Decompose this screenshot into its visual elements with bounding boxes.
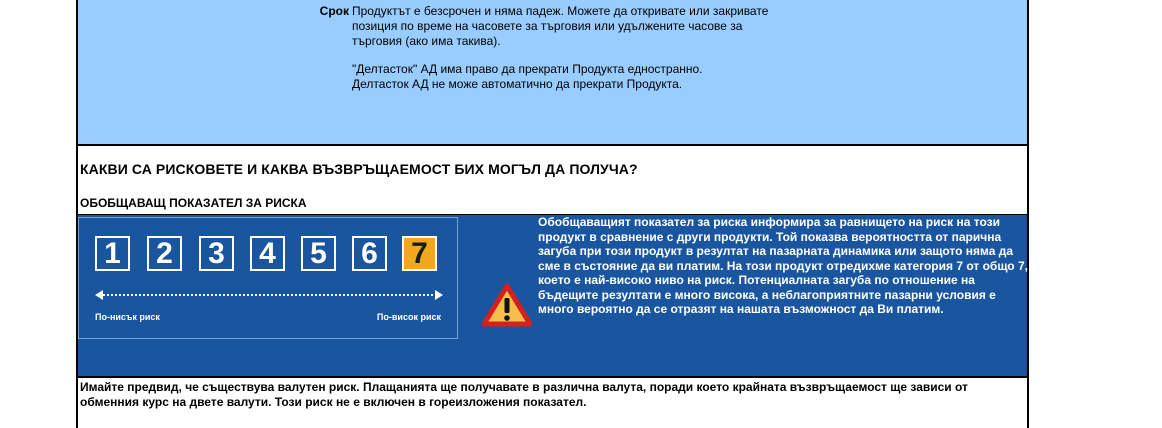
- risk-level-2: 2: [147, 236, 182, 271]
- arrow-right-icon: [435, 290, 443, 300]
- risk-description: Обобщаващият показател за риска информира за равнището на риск на този продукт в сравнение с други продукти. Той показва вероятността от парична загуба при този продукт в резултат на пазарната динамика или защото няма да сме в състояние да ви платим. На този продукт отредихме категория 7 от общо 7, което е най-високо ниво на риск. Потенциалната загуба по отношение на бъдещите резултати е много висока, а неблагоприятните пазарни условия е много вероятно да се отразят на нашата възможност да Ви платим.: [538, 215, 1028, 316]
- higher-risk-label: По-висок риск: [376, 312, 441, 322]
- term-label: Срок: [319, 4, 349, 18]
- lower-risk-label: По-нисък риск: [95, 312, 160, 322]
- risk-indicator-block: [78, 214, 1027, 378]
- risk-level-1: 1: [95, 236, 130, 271]
- risk-level-4: 4: [250, 236, 285, 271]
- risk-level-5: 5: [301, 236, 336, 271]
- currency-risk-note: Имайте предвид, че съществува валутен риск. Плащанията ще получавате в различна валута, поради което крайната възвръщаемост ще зависи от обменния курс на двете валути. Този риск не е включен в гореизложения показател.: [80, 380, 968, 409]
- risk-level-3: 3: [199, 236, 234, 271]
- section-subheading: ОБОБЩАВАЩ ПОКАЗАТЕЛ ЗА РИСКА: [80, 196, 307, 210]
- risk-level-6: 6: [352, 236, 387, 271]
- section-heading: КАКВИ СА РИСКОВЕТЕ И КАКВА ВЪЗВРЪЩАЕМОСТ БИХ МОГЪЛ ДА ПОЛУЧА?: [80, 161, 638, 177]
- risk-scale-panel: [78, 217, 458, 339]
- termination-line-1: "Делтасток" АД има право да прекрати Продукта едностранно.: [352, 62, 703, 76]
- risk-scale-arrow: [99, 294, 441, 296]
- termination-paragraph: [352, 62, 792, 92]
- term-paragraph: Продуктът е безсрочен и няма падеж. Можете да откривате или закривате позиция по време на часовете за търговия или удължените часове за търговия (ако има такива).: [352, 4, 769, 48]
- warning-triangle-icon: [482, 283, 532, 327]
- termination-line-2: Делтасток АД не може автоматично да прекрати Продукта.: [352, 77, 683, 91]
- risk-level-7-selected: 7: [402, 236, 437, 271]
